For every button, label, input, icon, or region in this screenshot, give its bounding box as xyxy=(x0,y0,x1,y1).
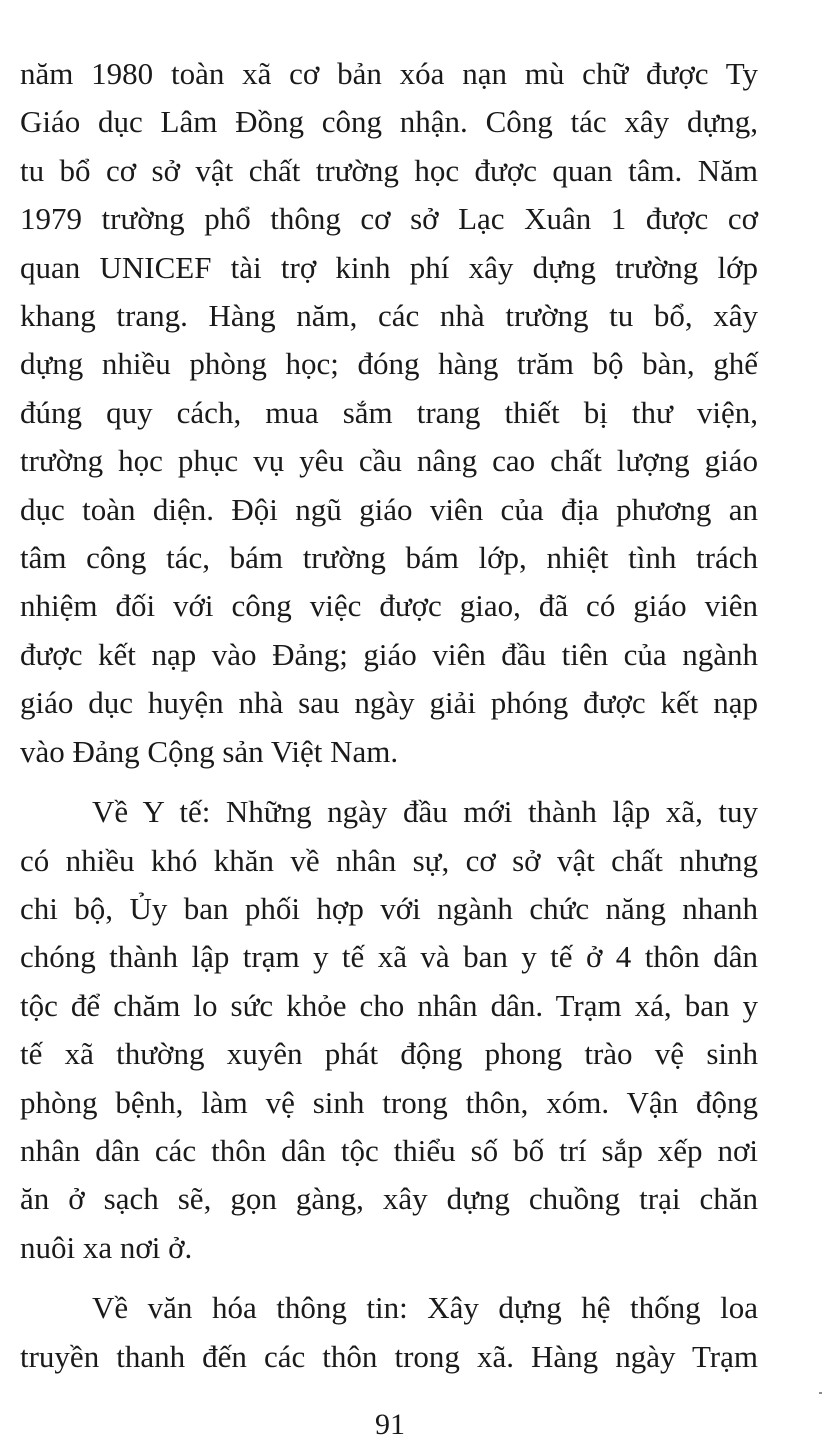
text-line: Giáo dục Lâm Đồng công nhận. Công tác xây dựng, xyxy=(20,104,758,140)
page-number: 91 xyxy=(375,1408,405,1441)
paragraph-health xyxy=(20,788,758,1272)
text-line: nuôi xa nơi ở. xyxy=(20,1229,193,1265)
text-line: đúng quy cách, mua sắm trang thiết bị thư viện, xyxy=(20,394,758,430)
text-line: Về Y tế: Những ngày đầu mới thành lập xã, tuy xyxy=(92,794,758,830)
text-line: quan UNICEF tài trợ kinh phí xây dựng trường lớp xyxy=(20,249,758,285)
text-line: truyền thanh đến các thôn trong xã. Hàng ngày Trạm xyxy=(20,1338,758,1374)
paragraph-culture-information xyxy=(20,1284,758,1381)
text-line: tế xã thường xuyên phát động phong trào vệ sinh xyxy=(20,1036,758,1072)
text-line: chi bộ, Ủy ban phối hợp với ngành chức năng nhanh xyxy=(20,890,758,926)
text-line: 1979 trường phổ thông cơ sở Lạc Xuân 1 được cơ xyxy=(20,201,758,237)
text-line: nhiệm đối với công việc được giao, đã có giáo viên xyxy=(20,588,758,624)
text-line: tu bổ cơ sở vật chất trường học được quan tâm. Năm xyxy=(20,152,758,188)
text-line: trường học phục vụ yêu cầu nâng cao chất lượng giáo xyxy=(20,443,758,479)
text-line: tộc để chăm lo sức khỏe cho nhân dân. Trạm xá, ban y xyxy=(20,987,758,1023)
text-line: vào Đảng Cộng sản Việt Nam. xyxy=(20,733,399,769)
text-line: giáo dục huyện nhà sau ngày giải phóng được kết nạp xyxy=(20,685,758,721)
scan-speck xyxy=(819,1392,822,1394)
text-line: tâm công tác, bám trường bám lớp, nhiệt tình trách xyxy=(20,540,758,576)
text-line: phòng bệnh, làm vệ sinh trong thôn, xóm. Vận động xyxy=(20,1084,758,1120)
text-line: có nhiều khó khăn về nhân sự, cơ sở vật chất nhưng xyxy=(20,842,758,878)
text-line: dục toàn diện. Đội ngũ giáo viên của địa phương an xyxy=(20,491,758,527)
text-line: năm 1980 toàn xã cơ bản xóa nạn mù chữ được Ty xyxy=(20,56,758,91)
text-line: ăn ở sạch sẽ, gọn gàng, xây dựng chuồng trại chăn xyxy=(20,1181,758,1217)
text-line: dựng nhiều phòng học; đóng hàng trăm bộ bàn, ghế xyxy=(20,346,758,382)
text-line: Về văn hóa thông tin: Xây dựng hệ thống loa xyxy=(92,1290,758,1326)
paragraph-education xyxy=(20,50,758,776)
text-line: chóng thành lập trạm y tế xã và ban y tế ở 4 thôn dân xyxy=(20,939,758,975)
body-text xyxy=(20,50,758,1381)
text-line: nhân dân các thôn dân tộc thiểu số bố trí sắp xếp nơi xyxy=(20,1132,758,1168)
text-line: được kết nạp vào Đảng; giáo viên đầu tiên của ngành xyxy=(20,636,758,672)
text-line: khang trang. Hàng năm, các nhà trường tu bổ, xây xyxy=(20,298,758,334)
